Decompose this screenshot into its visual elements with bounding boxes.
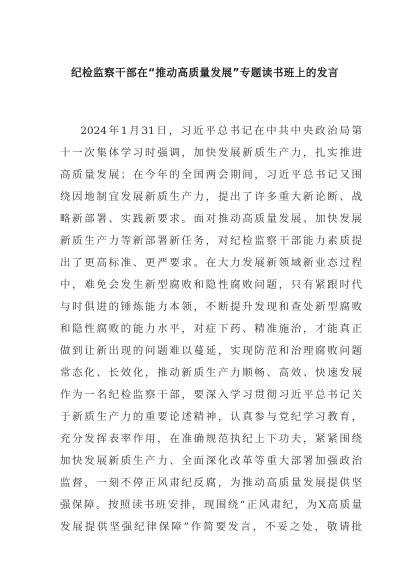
text-line: 作为一名纪检监察干部，要深入学习贯彻习近平总书记关	[60, 389, 362, 401]
document-body	[60, 120, 362, 538]
text-line: 绕因地制宜发展新质生产力，提出了许多重大新论断、战	[60, 191, 362, 203]
text-line: 2024年1月31日，习近平总书记在中共中央政治局第	[60, 125, 362, 137]
text-line: 充分发挥表率作用，在准确规范执纪上下功夫，紧紧围绕	[60, 433, 362, 445]
text-line: 于新质生产力的重要论述精神，认真参与党纪学习教育，	[60, 411, 362, 423]
text-line: 发展提供坚强纪律保障”作简要发言，不妥之处，敬请批	[60, 521, 362, 533]
text-line: 略新部署、实践新要求。面对推动高质量发展、加快发展	[60, 213, 362, 225]
text-line: 高质量发展；在今年的全国两会期间，习近平总书记又围	[60, 169, 362, 181]
text-line: 强保障。按照读书班安排，现围绕“正风肃纪，为X高质量	[60, 499, 362, 511]
document-title: 纪检监察干部在“推动高质量发展”专题读书班上的发言	[71, 67, 339, 79]
text-line: 加快发展新质生产力、全面深化改革等重大部署加强政治	[60, 455, 362, 467]
text-line: 常态化、长效化，推动新质生产力顺畅、高效、快速发展	[60, 367, 362, 379]
text-line: 和隐性腐败的能力水平，对症下药、精准施治，才能真正	[60, 323, 362, 335]
text-line: 做到让新出现的问题难以蔓延，实现防范和治理腐败问题	[60, 345, 362, 357]
text-line: 监督，一刻不停正风肃纪反腐，为推动高质量发展提供坚	[60, 477, 362, 489]
text-line: 出了更高标准、更严要求。在大力发展新领域新业态过程	[60, 257, 362, 269]
text-line: 中，难免会发生新型腐败和隐性腐败问题，只有紧跟时代	[60, 279, 362, 291]
text-line: 新质生产力等新部署新任务，对纪检监察干部能力素质提	[60, 235, 362, 247]
text-line: 十一次集体学习时强调，加快发展新质生产力，扎实推进	[60, 147, 362, 159]
text-line: 与时俱进的锤炼能力本领，不断提升发现和查处新型腐败	[60, 301, 362, 313]
